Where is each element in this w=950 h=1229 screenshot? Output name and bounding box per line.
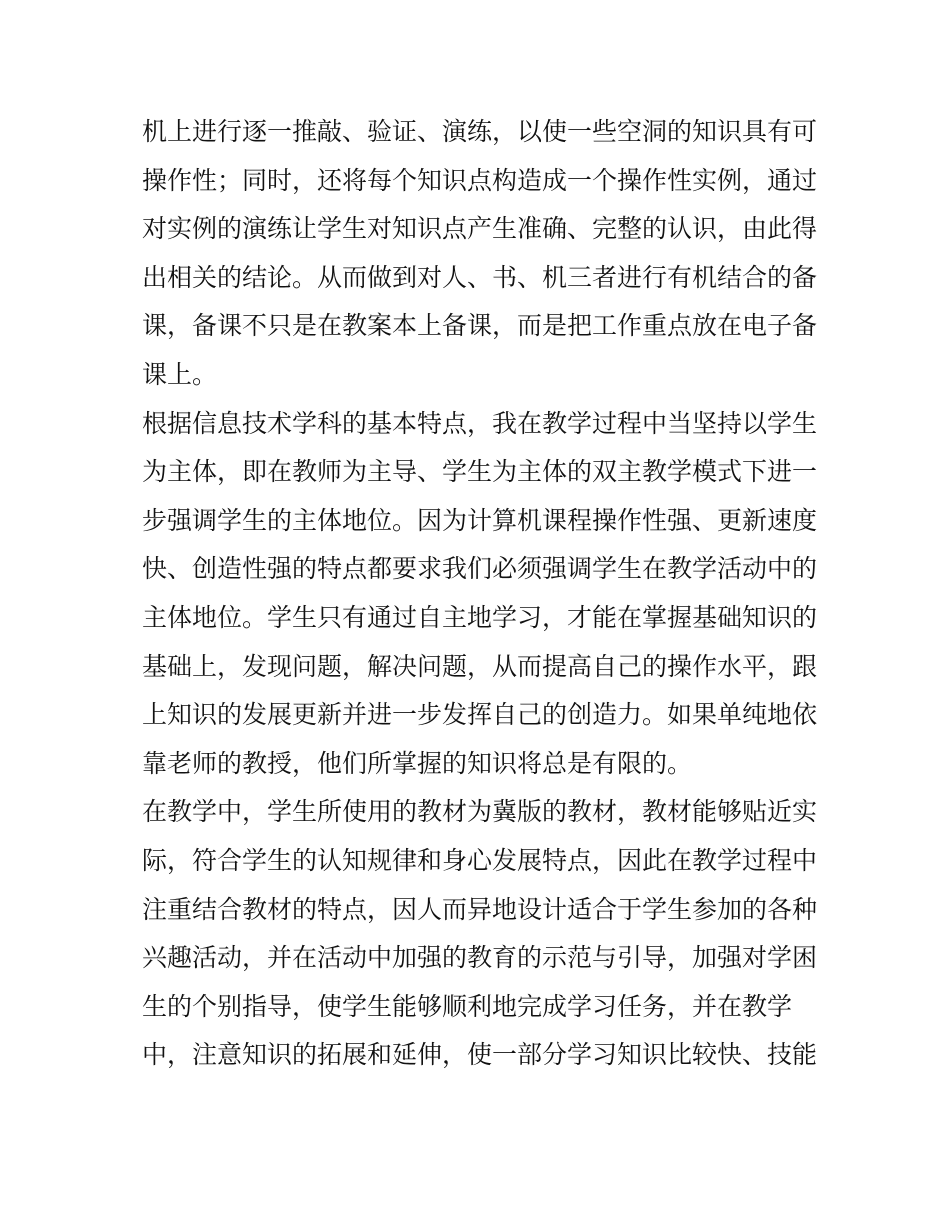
text-line-13: 上知识的发展更新并进一步发挥自己的创造力。如果单纯地依 <box>142 700 818 730</box>
text-line-5: 课，备课不只是在教案本上备课，而是把工作重点放在电子备 <box>142 311 818 341</box>
text-line-15: 在教学中，学生所使用的教材为冀版的教材，教材能够贴近实 <box>142 797 818 827</box>
text-line-17: 注重结合教材的特点，因人而异地设计适合于学生参加的各种 <box>142 894 818 924</box>
text-line-19: 生的个别指导，使学生能够顺利地完成学习任务，并在教学 <box>142 991 793 1021</box>
text-line-16: 际，符合学生的认知规律和身心发展特点，因此在教学过程中 <box>142 845 818 875</box>
text-line-18: 兴趣活动，并在活动中加强的教育的示范与引导，加强对学困 <box>142 943 818 973</box>
text-line-3: 对实例的演练让学生对知识点产生准确、完整的认识，由此得 <box>142 214 818 244</box>
text-line-2: 操作性；同时，还将每个知识点构造成一个操作性实例，通过 <box>142 165 818 195</box>
text-line-6: 课上。 <box>142 359 218 389</box>
text-line-7: 根据信息技术学科的基本特点，我在教学过程中当坚持以学生 <box>142 408 818 438</box>
text-line-8: 为主体，即在教师为主导、学生为主体的双主教学模式下进一 <box>142 457 818 487</box>
text-line-4: 出相关的结论。从而做到对人、书、机三者进行有机结合的备 <box>142 262 818 292</box>
text-line-9: 步强调学生的主体地位。因为计算机课程操作性强、更新速度 <box>142 505 818 535</box>
text-line-10: 快、创造性强的特点都要求我们必须强调学生在教学活动中的 <box>142 554 818 584</box>
text-line-12: 基础上，发现问题，解决问题，从而提高自己的操作水平，跟 <box>142 651 818 681</box>
text-line-1: 机上进行逐一推敲、验证、演练，以使一些空洞的知识具有可 <box>142 117 818 146</box>
text-line-11: 主体地位。学生只有通过自主地学习，才能在掌握基础知识的 <box>142 602 818 632</box>
document-body <box>142 108 842 1080</box>
text-line-14: 靠老师的教授，他们所掌握的知识将总是有限的。 <box>142 748 693 778</box>
text-line-20: 中，注意知识的拓展和延伸，使一部分学习知识比较快、技能 <box>142 1040 818 1070</box>
